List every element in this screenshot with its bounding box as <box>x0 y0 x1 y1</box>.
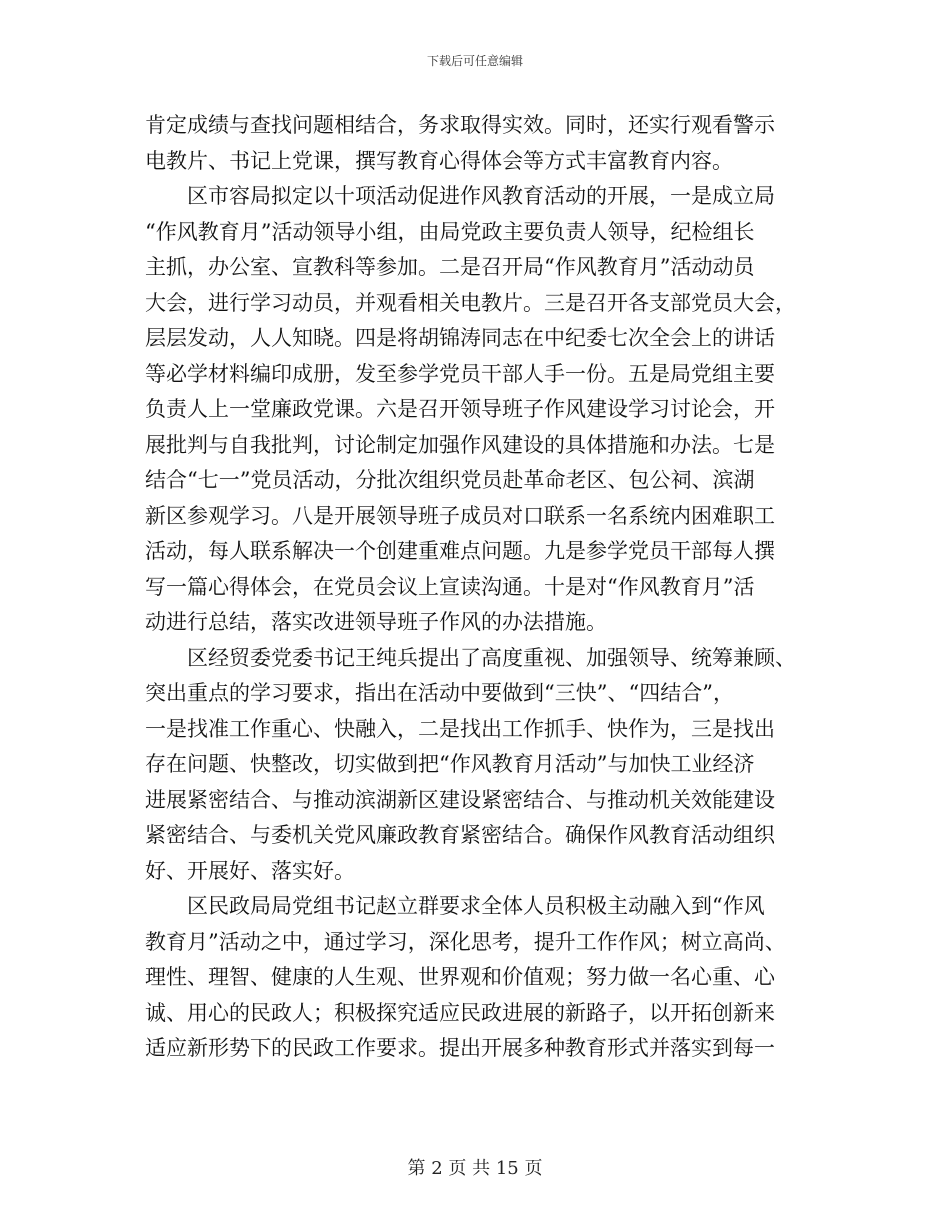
text-line: 适应新形势下的民政工作要求。提出开展多种教育形式并落实到每一 <box>145 1036 775 1060</box>
text-line: 电教片、书记上党课，撰写教育心得体会等方式丰富教育内容。 <box>145 148 733 173</box>
text-line: 展批判与自我批判，讨论制定加强作风建设的具体措施和办法。七是 <box>145 432 775 457</box>
text-line: 一是找准工作重心、快融入，二是找出工作抓手、快作为，三是找出 <box>145 716 775 741</box>
text-line: 主抓，办公室、宣教科等参加。二是召开局“作风教育月”活动动员 <box>145 255 755 279</box>
page-header: 下载后可任意编辑 <box>426 54 523 68</box>
text-line: 层层发动，人人知晓。四是将胡锦涛同志在中纪委七次全会上的讲话 <box>145 326 775 350</box>
text-line: 诚、用心的民政人；积极探究适应民政进展的新路子，以开拓创新来 <box>145 1000 775 1025</box>
text-line: 等必学材料编印成册，发至参学党员干部人手一份。五是局党组主要 <box>145 361 775 386</box>
text-line: 肯定成绩与查找问题相结合，务求取得实效。同时，还实行观看警示 <box>145 113 775 137</box>
text-line: 结合“七一”党员活动，分批次组织党员赴革命老区、包公祠、滨湖 <box>145 468 755 492</box>
text-line: 新区参观学习。八是开展领导班子成员对口联系一名系统内困难职工 <box>145 503 775 528</box>
text-line: 理性、理智、健康的人生观、世界观和价值观；努力做一名心重、心 <box>145 965 775 989</box>
page-footer: 第 2 页 共 15 页 <box>407 1158 543 1179</box>
text-line: 区经贸委党委书记王纯兵提出了高度重视、加强领导、统筹兼顾、 <box>187 645 796 670</box>
text-line: 动进行总结，落实改进领导班子作风的办法措施。 <box>145 610 607 634</box>
text-line: 写一篇心得体会，在党员会议上宣读沟通。十是对“作风教育月”活 <box>145 574 755 599</box>
text-line: 教育月”活动之中，通过学习，深化思考，提升工作作风；树立高尚、 <box>145 929 786 954</box>
text-line: 区市容局拟定以十项活动促进作风教育活动的开展，一是成立局 <box>187 184 775 208</box>
text-line: 存在问题、快整改，切实做到把“作风教育月活动”与加快工业经济 <box>145 752 755 776</box>
text-line: 活动，每人联系解决一个创建重难点问题。九是参学党员干部每人撰 <box>145 539 775 563</box>
text-line: 紧密结合、与委机关党风廉政教育紧密结合。确保作风教育活动组织 <box>145 823 775 847</box>
text-line: 进展紧密结合、与推动滨湖新区建设紧密结合、与推动机关效能建设 <box>145 787 775 812</box>
text-line: 区民政局局党组书记赵立群要求全体人员积极主动融入到“作风 <box>187 894 765 918</box>
text-line: 负责人上一堂廉政党课。六是召开领导班子作风建设学习讨论会，开 <box>145 397 775 421</box>
text-line: 好、开展好、落实好。 <box>145 858 355 883</box>
text-line: 大会，进行学习动员，并观看相关电教片。三是召开各支部党员大会， <box>145 290 796 315</box>
document-body <box>145 108 809 1067</box>
text-line: “作风教育月”活动领导小组，由局党政主要负责人领导，纪检组长 <box>145 219 755 244</box>
text-line: 突出重点的学习要求，指出在活动中要做到“三快”、“四结合”， <box>145 681 734 705</box>
